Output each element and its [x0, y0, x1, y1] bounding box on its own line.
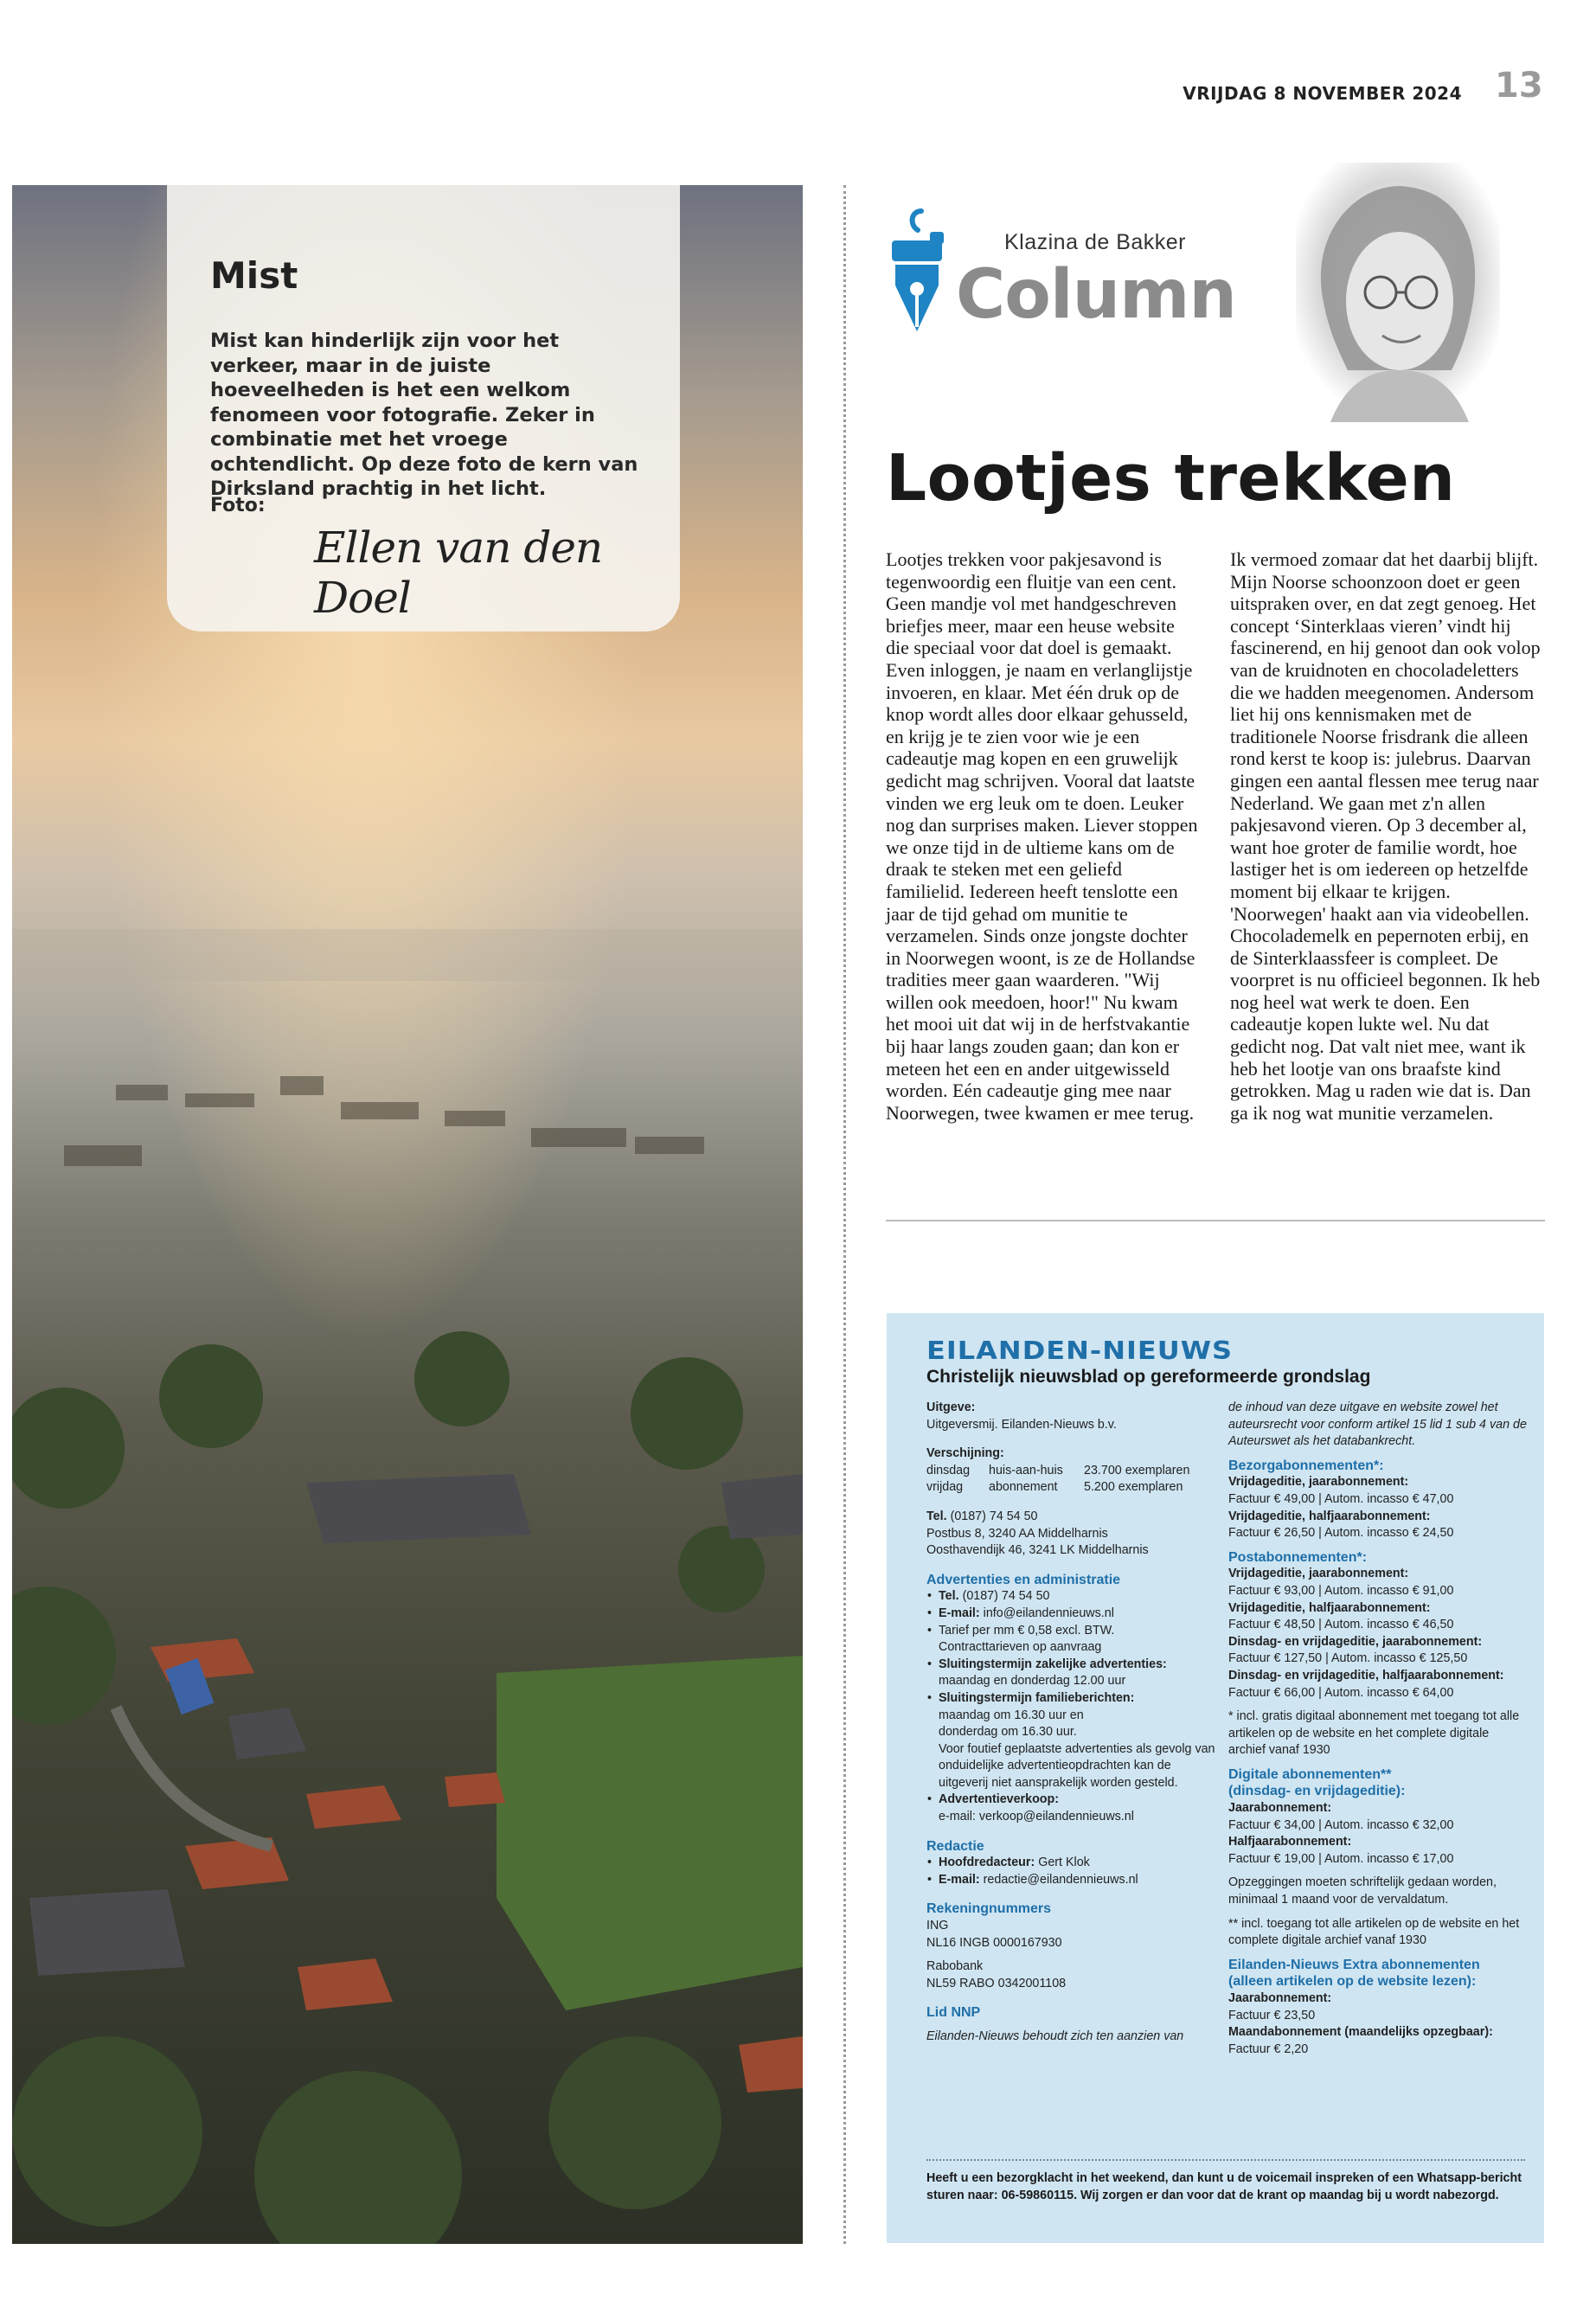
address-line-1: Postbus 8, 3240 AA Middelharnis: [926, 1526, 1108, 1541]
adv-email: [939, 1606, 1216, 1623]
fountain-pen-icon: [887, 206, 956, 340]
colofon-subtitle: Christelijk nieuwsblad op gereformeerde grondslag: [926, 1367, 1371, 1387]
author-portrait: [1296, 163, 1500, 422]
page-number: 13: [1495, 66, 1543, 106]
post-item-value: Factuur € 48,50 | Autom. incasso € 46,50: [1228, 1618, 1454, 1632]
redactie-list: [926, 1855, 1216, 1888]
page-date: VRIJDAG 8 NOVEMBER 2024: [1183, 83, 1462, 104]
verschijning-count: 5.200 exemplaren: [1084, 1480, 1183, 1495]
article-paragraph: Lootjes trekken voor pakjesavond is tegenwoordig een fluitje van een cent. Geen mandje vol met handgeschreven briefjes meer, maar een heuse website die speciaal voor dat doel is gemaakt. Even inloggen, je naam en verlanglijstje invoeren, en klaar. Met één druk op de knop wordt alles door elkaar gehusseld, en krijg je te zien voor wie je een cadeautje mag kopen en een gruwelijk gedicht mag schrijven. Vooral dat laatste vinden we erg leuk om te doen. Leuker nog dan surprises maken. Liever stoppen we onze tijd in de ultieme kans om de draak te steken met een geliefd familielid. Iedereen heeft tenslotte een jaar de tijd gehad om munitie te verzamelen. Sinds onze jongste dochter in Noorwegen woont, is ze de Hollandse tradities meer gaan waarderen. "Wij willen ook meedoen, hoor!" Nu kwam het mooi uit dat wij in de herfstvakantie bij haar langs zouden gaan; dan kon er meteen het een en ander uitgewisseld worden. Eén cadeautje ging mee naar Noorwegen, twee kwamen er mee terug. Ik vermoed zomaar dat het daarbij blijft. Mijn Noorse schoonzoon doet er geen uitspraken over, en dat zegt genoeg. Het concept ‘Sinterklaas vieren’ vindt hij fascinerend, en hij genoot dan ook volop van de kruidnoten en chocoladeletters die we hadden meegenomen. Andersom liet hij ons kennismaken met de traditionele Noorse frisdrank die alleen rond kerst te koop is: julebrus. Daarvan gingen een aantal flessen mee terug naar Nederland. We gaan met z'n allen pakjesavond vieren. Op 3 december al, want hoe groter de familie wordt, hoe lastiger het is om iedereen op hetzelfde moment bij elkaar te krijgen. 'Noorwegen' haakt aan via videobellen. Chocolademelk en pepernoten erbij, en de Sinterklaassfeer is compleet. De voorpret is nu officieel begonnen. Ik heb nog heel wat werk te doen. Een cadeautje kopen lukte wel. Nu dat gedicht nog. Dat valt niet mee, want ik heb het lootje van ons braafste kind getrokken. Mag u raden wie dat is. Dan ga ik nog wat munitie verzamelen.: [886, 548, 1541, 1124]
post-heading: Postabonnementen*:: [1228, 1549, 1368, 1565]
horizontal-separator: [886, 1220, 1545, 1221]
digi-heading-1: Digitale abonnementen**: [1228, 1766, 1392, 1782]
red-email-value[interactable]: redactie@eilandennieuws.nl: [983, 1872, 1138, 1887]
bezorg-item-value: Factuur € 49,00 | Autom. incasso € 47,00: [1228, 1491, 1454, 1506]
hoofdred-label: Hoofdredacteur:: [939, 1856, 1035, 1870]
adv-verkoop-value[interactable]: e-mail: verkoop@eilandennieuws.nl: [939, 1810, 1134, 1824]
caption-title: Mist: [210, 254, 298, 297]
post-item-label: Vrijdageditie, halfjaarabonnement:: [1228, 1600, 1431, 1615]
sluiting-familie-label: Sluitingstermijn familieberichten:: [939, 1690, 1135, 1705]
adv-tel: [939, 1588, 1216, 1606]
verschijning-count: 23.700 exemplaren: [1084, 1463, 1190, 1477]
nnp-heading: Lid NNP: [926, 2005, 981, 2021]
digi-item-value: Factuur € 34,00 | Autom. incasso € 32,00: [1228, 1817, 1454, 1832]
bank-2: Rabobank: [926, 1959, 984, 1974]
tel-label: Tel.: [926, 1509, 947, 1523]
verschijning-type: huis-aan-huis: [989, 1463, 1063, 1477]
column-author: Klazina de Bakker: [1004, 230, 1187, 254]
tel-value: (0187) 74 54 50: [950, 1509, 1038, 1523]
colofon-dotted-divider: [926, 2159, 1525, 2161]
verschijning-row: [926, 1479, 1216, 1497]
hoofdredacteur: [939, 1855, 1216, 1872]
extra-item-value: Factuur € 23,50: [1228, 2008, 1316, 2022]
advertenties-list: [926, 1588, 1216, 1825]
rights-text-start: Eilanden-Nieuws behoudt zich ten aanzien van: [926, 2029, 1184, 2043]
digi-item-label: Halfjaarabonnement:: [1228, 1835, 1352, 1849]
column-label: Column: [956, 256, 1236, 334]
address-line-2: Oosthavendijk 46, 3241 LK Middelharnis: [926, 1543, 1149, 1558]
caption-foto-label: Foto:: [210, 495, 266, 516]
bezorg-item-label: Vrijdageditie, halfjaarabonnement:: [1228, 1509, 1431, 1523]
iban-1: NL16 INGB 0000167930: [926, 1935, 1062, 1950]
post-item-label: Dinsdag- en vrijdageditie, jaarabonnement:: [1228, 1634, 1483, 1649]
rights-text-rest: de inhoud van deze uitgave en website zowel het auteursrecht voor conform artikel 15 lid 1 sub 4 van de Auteurswet als het databankrecht.: [1228, 1400, 1527, 1449]
sluiting-zakelijk-label: Sluitingstermijn zakelijke advertenties:: [939, 1657, 1167, 1671]
extra-item-value: Factuur € 2,20: [1228, 2041, 1309, 2056]
caption-text: Mist kan hinderlijk zijn voor het verkeer, maar in de juiste hoeveelheden is het een welkom fenomeen voor fotografie. Zeker in combinatie met het vroege ochtendlicht. Op deze foto de kern van Dirksland prachtig in het licht.: [210, 330, 638, 500]
extra-heading-1: Eilanden-Nieuws Extra abonnementen: [1228, 1957, 1480, 1972]
bezorgklacht-notice: Heeft u een bezorgklacht in het weekend, dan kunt u de voicemail inspreken of een Whatsapp-bericht sturen naar: 06-59860115. Wij zorgen er dan voor dat de krant op maandag bij u wordt nabezorgd.: [926, 2171, 1522, 2202]
verschijning-day: dinsdag: [926, 1463, 971, 1477]
post-item-label: Vrijdageditie, jaarabonnement:: [1228, 1567, 1409, 1581]
extra-heading-2: (alleen artikelen op de website lezen):: [1228, 1974, 1477, 1990]
vertical-separator: [843, 185, 846, 2244]
colofon-right-column: [1228, 1400, 1527, 2058]
hoofdred-value: Gert Klok: [1038, 1856, 1090, 1870]
extra-item-label: Maandabonnement (maandelijks opzegbaar):: [1228, 2025, 1493, 2040]
eilanden-nieuws-logo: EILANDEN-NIEUWS: [926, 1335, 1234, 1366]
photo-caption-box: [167, 185, 680, 631]
post-note: * incl. gratis digitaal abonnement met toegang tot alle artikelen op de website en het complete digitale archief vanaf 1930: [1228, 1709, 1520, 1758]
post-item-value: Factuur € 66,00 | Autom. incasso € 64,00: [1228, 1685, 1454, 1700]
digi-heading-2: (dinsdag- en vrijdageditie):: [1228, 1784, 1406, 1799]
digi-note: ** incl. toegang tot alle artikelen op de website en het complete digitale archief vanaf 1930: [1228, 1916, 1520, 1948]
bezorg-item-label: Vrijdageditie, jaarabonnement:: [1228, 1475, 1409, 1490]
article-body: [886, 548, 1543, 1137]
sluiting-familie-value-1: maandag om 16.30 uur en: [939, 1708, 1084, 1722]
post-item-value: Factuur € 127,50 | Autom. incasso € 125,50: [1228, 1651, 1468, 1666]
colofon-box: [887, 1313, 1544, 2243]
bezorg-item-value: Factuur € 26,50 | Autom. incasso € 24,50: [1228, 1526, 1454, 1541]
photographer-signature: Ellen van den Doel: [314, 522, 603, 623]
article-title: Lootjes trekken: [886, 441, 1456, 516]
adv-tel-label: Tel.: [939, 1589, 959, 1604]
adv-sluiting-zakelijk: [939, 1657, 1216, 1690]
bank-1: ING: [926, 1919, 949, 1933]
adv-verkoop-label: Advertentieverkoop:: [939, 1792, 1060, 1807]
adv-email-label: E-mail:: [939, 1606, 980, 1620]
adv-sluiting-familie: [939, 1690, 1216, 1792]
sluiting-zakelijk-value: maandag en donderdag 12.00 uur: [939, 1674, 1126, 1689]
adv-tel-value: (0187) 74 54 50: [962, 1589, 1050, 1604]
sluiting-familie-value-2: donderdag om 16.30 uur.: [939, 1725, 1077, 1740]
adv-verkoop: [939, 1791, 1216, 1825]
iban-2: NL59 RABO 0342001108: [926, 1976, 1067, 1990]
post-item-label: Dinsdag- en vrijdageditie, halfjaarabonnement:: [1228, 1668, 1504, 1682]
digi-item-label: Jaarabonnement:: [1228, 1801, 1332, 1816]
colofon-left-column: [926, 1400, 1216, 2046]
tel-line: [926, 1509, 1216, 1526]
verschijning-row: [926, 1463, 1216, 1480]
rekening-heading: Rekeningnummers: [926, 1901, 1052, 1917]
red-email-label: E-mail:: [939, 1872, 980, 1887]
verschijning-label: Verschijning:: [926, 1446, 1004, 1461]
redactie-heading: Redactie: [926, 1838, 984, 1854]
uitgave-label: Uitgeve:: [926, 1400, 976, 1414]
adv-tarief: [939, 1623, 1216, 1657]
adv-email-value[interactable]: info@eilandennieuws.nl: [983, 1606, 1114, 1620]
bezorg-heading: Bezorgabonnementen*:: [1228, 1458, 1384, 1473]
post-item-value: Factuur € 93,00 | Autom. incasso € 91,00: [1228, 1583, 1454, 1598]
adv-disclaimer: Voor foutief geplaatste advertenties als gevolg van onduidelijke advertentieopdrachten kan de uitgeverij niet aansprakelijk worden gesteld.: [939, 1741, 1215, 1790]
digi-item-value: Factuur € 19,00 | Autom. incasso € 17,00: [1228, 1851, 1454, 1866]
uitgave-text: Uitgeversmij. Eilanden-Nieuws b.v.: [926, 1417, 1117, 1432]
verschijning-day: vrijdag: [926, 1480, 964, 1495]
redactie-email: [939, 1872, 1216, 1889]
opzegging-text: Opzeggingen moeten schriftelijk gedaan worden, minimaal 1 maand voor de vervaldatum.: [1228, 1875, 1497, 1907]
extra-item-label: Jaarabonnement:: [1228, 1991, 1332, 2005]
adv-tarief-text: Tarief per mm € 0,58 excl. BTW.: [939, 1623, 1115, 1638]
adv-contract-text: Contracttarieven op aanvraag: [939, 1640, 1102, 1655]
verschijning-type: abonnement: [989, 1480, 1058, 1495]
advertenties-heading: Advertenties en administratie: [926, 1572, 1121, 1587]
